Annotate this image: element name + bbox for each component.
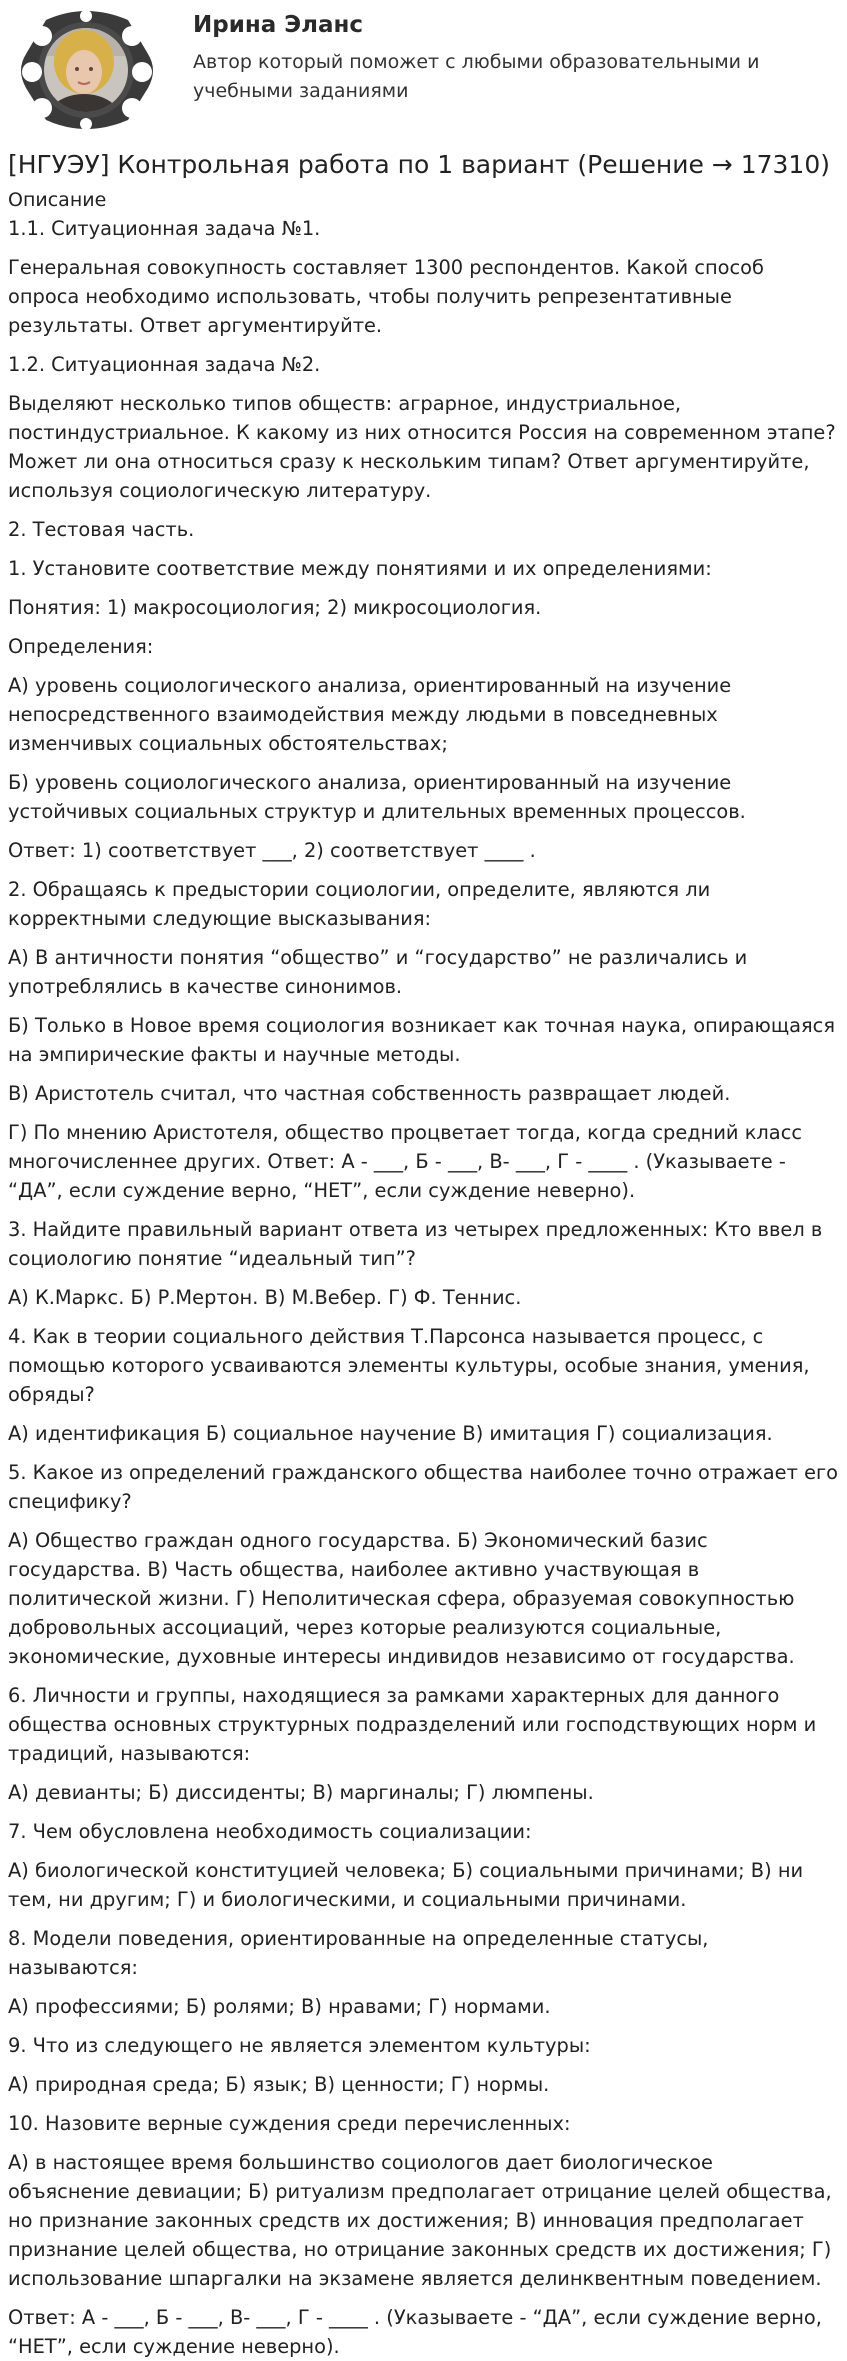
paragraph: 4. Как в теории социального действия Т.Парсонса называется процесс, с помощью которого усваиваются элементы культуры, особые знания, умения, обряды? [8,1325,810,1406]
author-name[interactable]: Ирина Эланс [193,12,364,38]
paragraph: Г) По мнению Аристотеля, общество процветает тогда, когда средний класс многочисленнее других. Ответ: А - ___, Б - ___, В- ___, Г - ____ . (Указываете - “ДА”, если суждение верно, “НЕТ”, если суждение неверно). [8,1121,803,1202]
paragraph: А) биологической конституцией человека; Б) социальными причинами; В) ни тем, ни другим; Г) и биологическими, и социальными причинами. [8,1859,804,1911]
paragraph: А) природная среда; Б) язык; В) ценности; Г) нормы. [8,2073,550,2096]
paragraph: 8. Модели поведения, ориентированные на определенные статусы, называются: [8,1927,709,1979]
paragraph: Определения: [8,635,154,658]
paragraph: А) К.Маркс. Б) Р.Мертон. В) М.Вебер. Г) Ф. Теннис. [8,1286,522,1309]
description-label: Описание [8,189,107,211]
paragraph: А) Общество граждан одного государства. Б) Экономический базис государства. В) Часть общества, наиболее активно участвующая в политической жизни. Г) Неполитическая сфера, образуемая совокупностью добровольных ассоциаций, через которые реализуются социальные, экономические, духовные интересы индивидов независимо от государства. [8,1529,795,1668]
paragraph: А) идентификация Б) социальное научение В) имитация Г) социализация. [8,1422,773,1445]
paragraph: 5. Какое из определений гражданского общества наиболее точно отражает его специфику? [8,1461,839,1513]
paragraph: 3. Найдите правильный вариант ответа из четырех предложенных: Кто ввел в социологию понятие “идеальный тип”? [8,1218,823,1270]
paragraph: А) В античности понятия “общество” и “государство” не различались и употреблялись в качестве синонимов. [8,946,748,998]
paragraph: Б) Только в Новое время социология возникает как точная наука, опирающаяся на эмпирические факты и научные методы. [8,1014,835,1066]
paragraph: 1.2. Ситуационная задача №2. [8,353,321,376]
paragraph: Понятия: 1) макросоциология; 2) микросоциология. [8,596,542,619]
paragraph: 2. Тестовая часть. [8,518,195,541]
paragraph: Генеральная совокупность составляет 1300 респондентов. Какой способ опроса необходимо использовать, чтобы получить репрезентативные результаты. Ответ аргументируйте. [8,256,765,337]
paragraph: Ответ: 1) соответствует ___, 2) соответствует ____ . [8,839,536,862]
paragraph: А) в настоящее время большинство социологов дает биологическое объяснение девиации; Б) ритуализм предполагает отрицание целей общества, но признание законных средств их достижения; В) инновация предполагает признание целей общества, но отрицание законных средств их достижения; Г) использование шпаргалки на экзамене является делинквентным поведением. [8,2151,832,2290]
author-avatar[interactable] [16,6,157,134]
author-card [8,0,847,138]
paragraph: 6. Личности и группы, находящиеся за рамками характерных для данного общества основных структурных подразделений или господствующих норм и традиций, называются: [8,1684,817,1765]
paragraph: Ответ: А - ___, Б - ___, В- ___, Г - ____ . (Указываете - “ДА”, если суждение верно, “НЕТ”, если суждение неверно). [8,2306,822,2358]
paragraph: А) уровень социологического анализа, ориентированный на изучение непосредственного взаимодействия между людьми в повседневных изменчивых социальных обстоятельствах; [8,674,732,755]
paragraph: 2. Обращаясь к предыстории социологии, определите, являются ли корректными следующие высказывания: [8,878,711,930]
paragraph: А) девианты; Б) диссиденты; В) маргиналы; Г) люмпены. [8,1781,594,1804]
paragraph: А) профессиями; Б) ролями; В) нравами; Г) нормами. [8,1995,551,2018]
paragraph: 7. Чем обусловлена необходимость социализации: [8,1820,532,1843]
paragraph: 1.1. Ситуационная задача №1. [8,217,321,240]
paragraph: В) Аристотель считал, что частная собственность развращает людей. [8,1082,731,1105]
page-title: [НГУЭУ] Контрольная работа по 1 вариант (Решение → 17310) [8,150,830,179]
paragraph: 9. Что из следующего не является элементом культуры: [8,2034,591,2057]
paragraph: Выделяют несколько типов обществ: аграрное, индустриальное, постиндустриальное. К какому из них относится Россия на современном этапе? Может ли она относиться сразу к нескольким типам? Ответ аргументируйте, используя социологическую литературу. [8,392,836,502]
paragraph: Б) уровень социологического анализа, ориентированный на изучение устойчивых социальных структур и длительных временных процессов. [8,771,746,823]
author-description: Автор который поможет с любыми образовательными и учебными заданиями [193,51,760,102]
description-content [8,214,840,2361]
paragraph: 1. Установите соответствие между понятиями и их определениями: [8,557,712,580]
paragraph: 10. Назовите верные суждения среди перечисленных: [8,2112,571,2135]
